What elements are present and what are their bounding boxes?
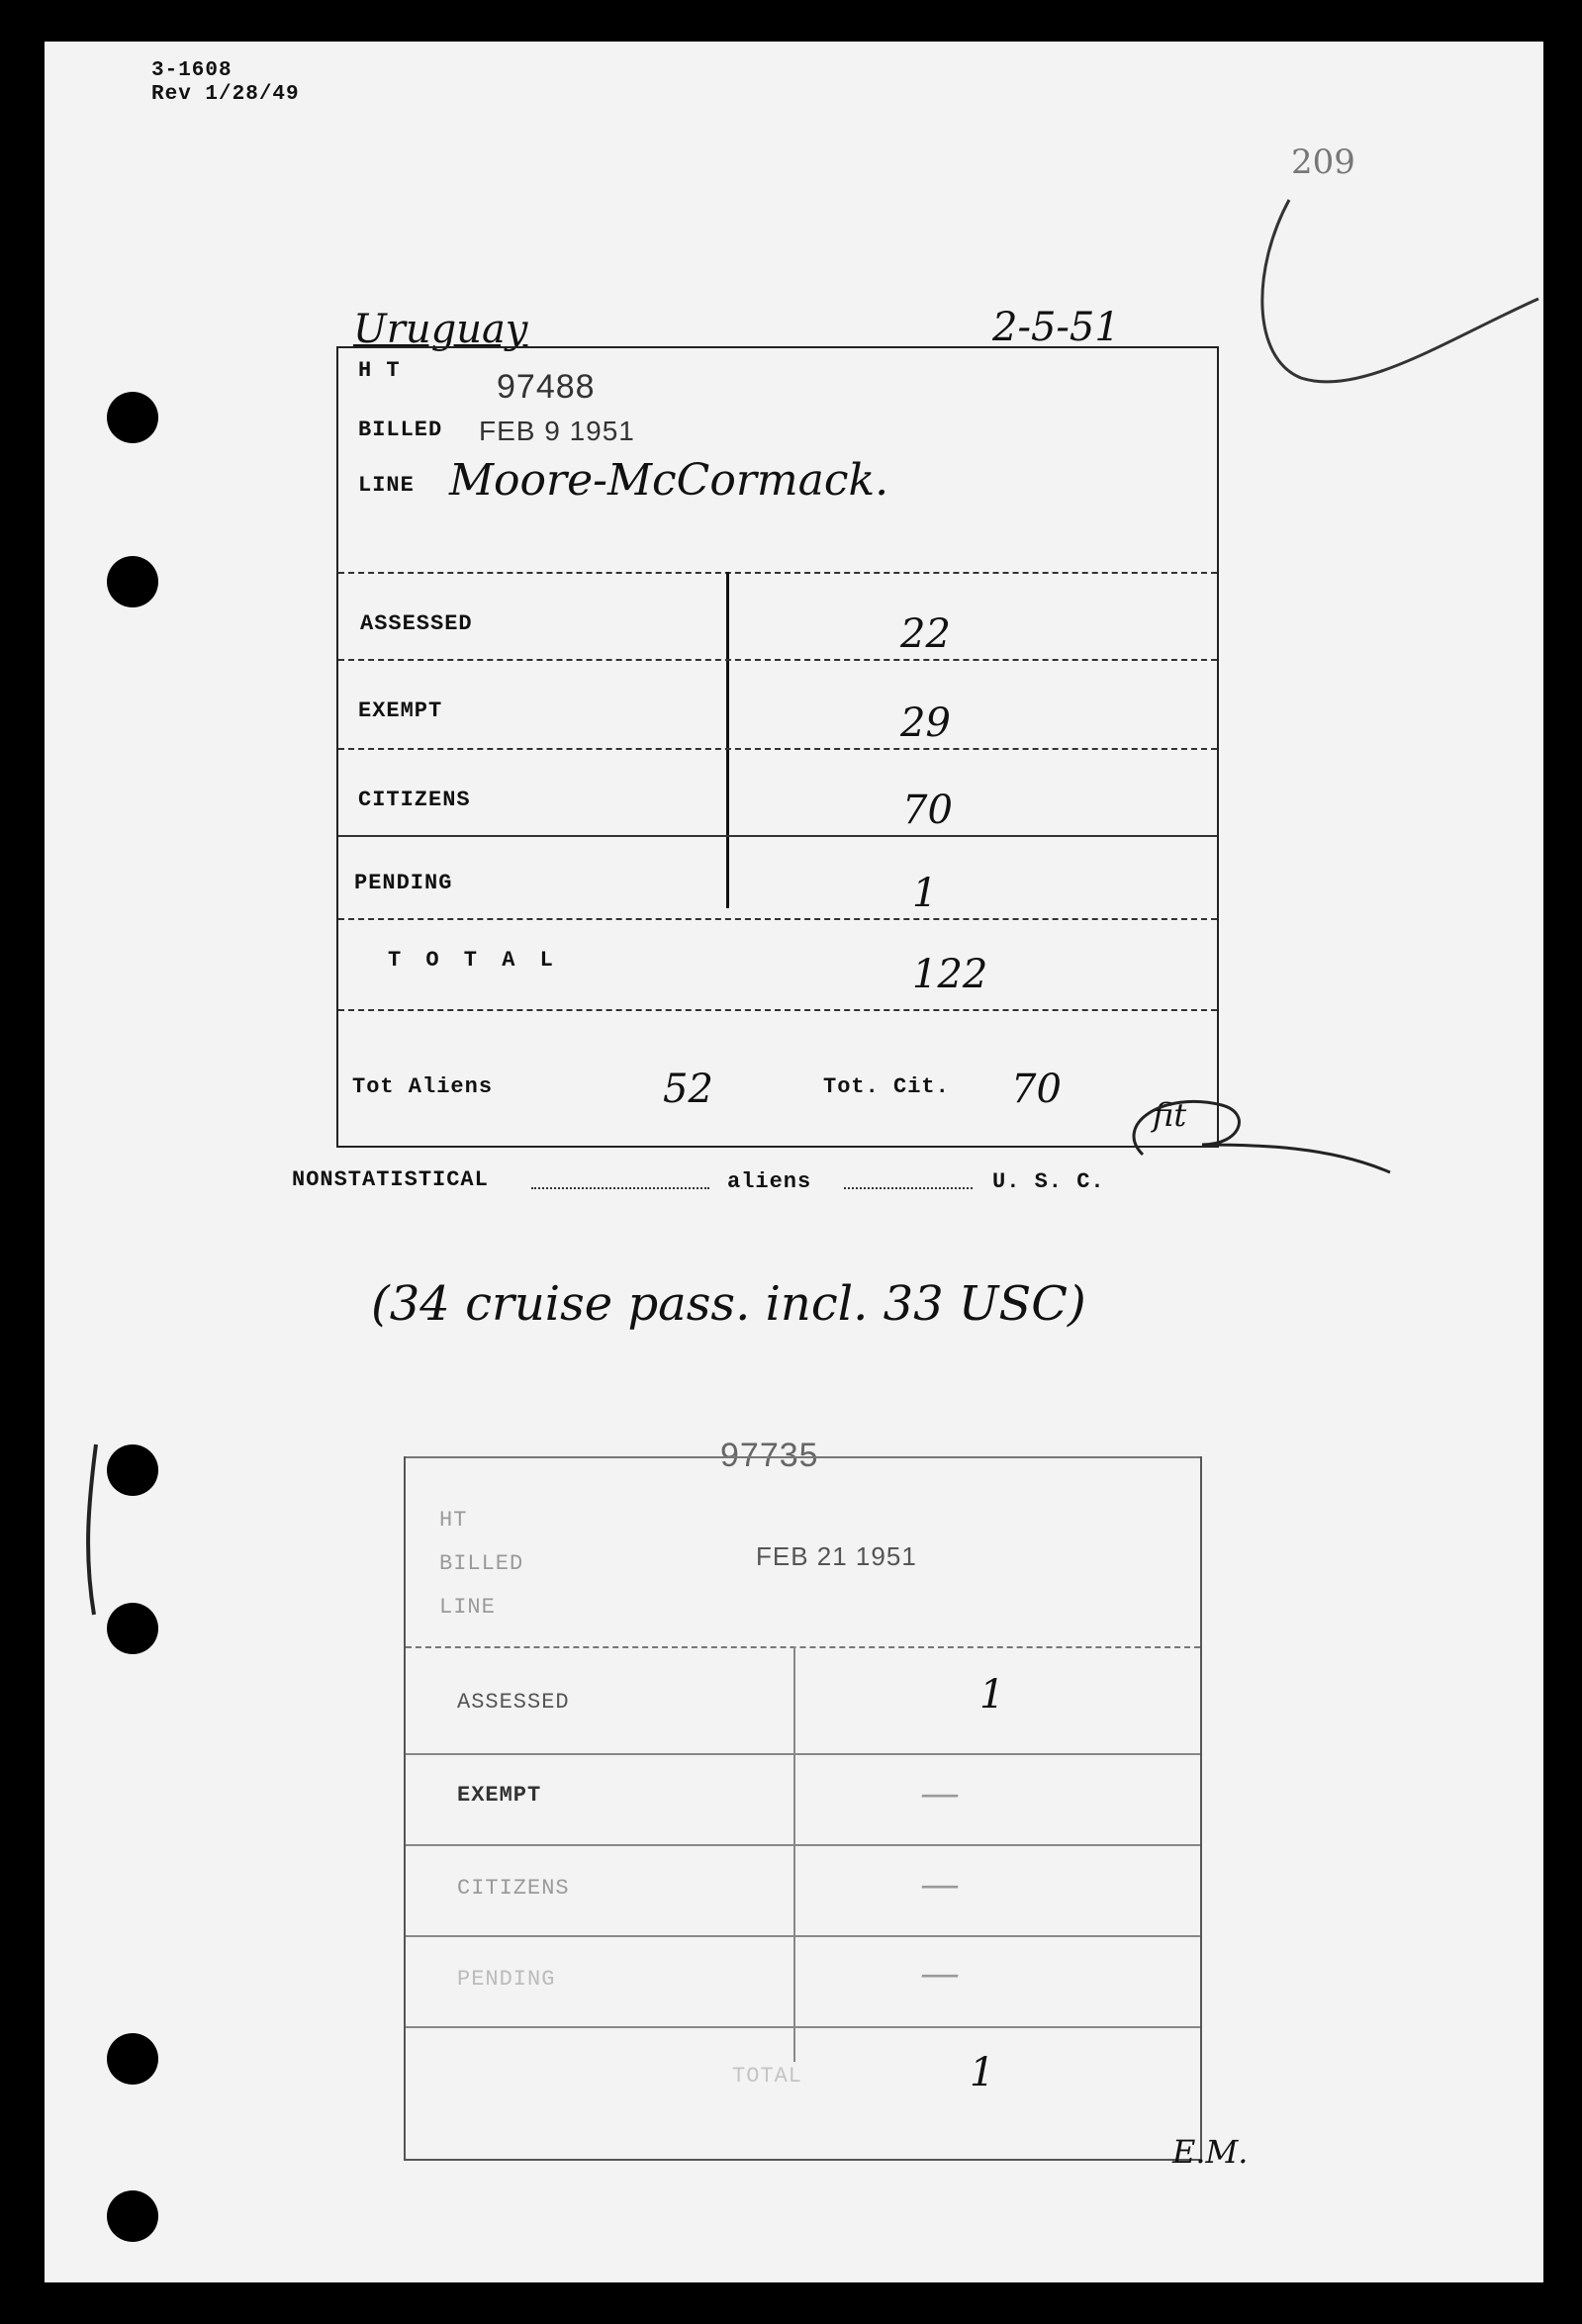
card2-pending-label: PENDING xyxy=(457,1967,556,1992)
punch-hole xyxy=(107,556,158,607)
billed-date-stamp: FEB 9 1951 xyxy=(479,416,635,446)
cruise-passenger-note: (34 cruise pass. incl. 33 USC) xyxy=(371,1276,1086,1332)
ht-label: H T xyxy=(358,358,401,383)
line-label: LINE xyxy=(358,473,415,498)
card2-line-label: LINE xyxy=(439,1595,496,1620)
form-revision: Rev 1/28/49 xyxy=(151,83,300,106)
card2-assessed-label: ASSESSED xyxy=(457,1690,570,1715)
card2-total-value: 1 xyxy=(970,2050,995,2095)
inspector-initials: fit xyxy=(1153,1096,1187,1134)
card-date-handwritten: 2-5-51 xyxy=(992,305,1120,350)
citizens-value: 70 xyxy=(902,788,953,833)
nonstat-usc-blank xyxy=(844,1187,973,1189)
tot-cit-value: 70 xyxy=(1011,1067,1062,1112)
arrival-card xyxy=(336,346,1219,1148)
nonstat-usc-label: U. S. C. xyxy=(992,1169,1105,1194)
tot-aliens-label: Tot Aliens xyxy=(352,1074,494,1099)
billed-label: BILLED xyxy=(358,418,443,442)
card2-citizens-label: CITIZENS xyxy=(457,1876,570,1901)
card2-ht-number-stamp: 97735 xyxy=(720,1437,819,1474)
pending-label: PENDING xyxy=(354,871,453,895)
tot-cit-label: Tot. Cit. xyxy=(823,1074,950,1099)
initials-loop-mark xyxy=(1103,1085,1400,1179)
document-page xyxy=(45,42,1543,2282)
total-value: 122 xyxy=(912,952,988,997)
citizens-label: CITIZENS xyxy=(358,788,471,812)
tot-aliens-value: 52 xyxy=(663,1067,713,1112)
punch-hole xyxy=(107,392,158,443)
form-number: 3-1608 xyxy=(151,59,233,82)
nonstatistical-label: NONSTATISTICAL xyxy=(292,1167,489,1192)
punch-hole xyxy=(107,1603,158,1654)
card2-initials: E.M. xyxy=(1172,2133,1249,2171)
card2-billed-date-stamp: FEB 21 1951 xyxy=(756,1541,917,1571)
card2-ht-label: HT xyxy=(439,1508,468,1533)
nonstat-aliens-label: aliens xyxy=(727,1169,812,1194)
card2-assessed-value: 1 xyxy=(979,1672,1005,1718)
page-number: 209 xyxy=(1291,142,1355,182)
pencil-arc-mark xyxy=(1242,190,1548,408)
card2-billed-label: BILLED xyxy=(439,1551,524,1576)
line-value-handwritten: Moore-McCormack. xyxy=(449,455,889,506)
exempt-value: 29 xyxy=(900,700,951,746)
card2-pending-value: — xyxy=(920,1951,960,1997)
punch-hole xyxy=(107,1444,158,1496)
card2-citizens-value: — xyxy=(920,1862,960,1907)
total-label: T O T A L xyxy=(388,948,559,973)
card2-total-label: TOTAL xyxy=(732,2064,803,2089)
assessed-label: ASSESSED xyxy=(360,611,473,636)
nonstat-aliens-blank xyxy=(531,1187,709,1189)
assessed-value: 22 xyxy=(900,611,951,657)
country-handwritten: Uruguay xyxy=(353,307,528,352)
exempt-label: EXEMPT xyxy=(358,698,443,723)
margin-mark xyxy=(45,1427,104,1625)
card2-exempt-label: EXEMPT xyxy=(457,1783,542,1808)
ht-number-stamp: 97488 xyxy=(497,368,596,406)
arrival-card-2 xyxy=(404,1456,1202,2161)
pending-value: 1 xyxy=(912,871,938,916)
card2-exempt-value: — xyxy=(920,1771,960,1816)
punch-hole xyxy=(107,2033,158,2085)
punch-hole xyxy=(107,2190,158,2242)
